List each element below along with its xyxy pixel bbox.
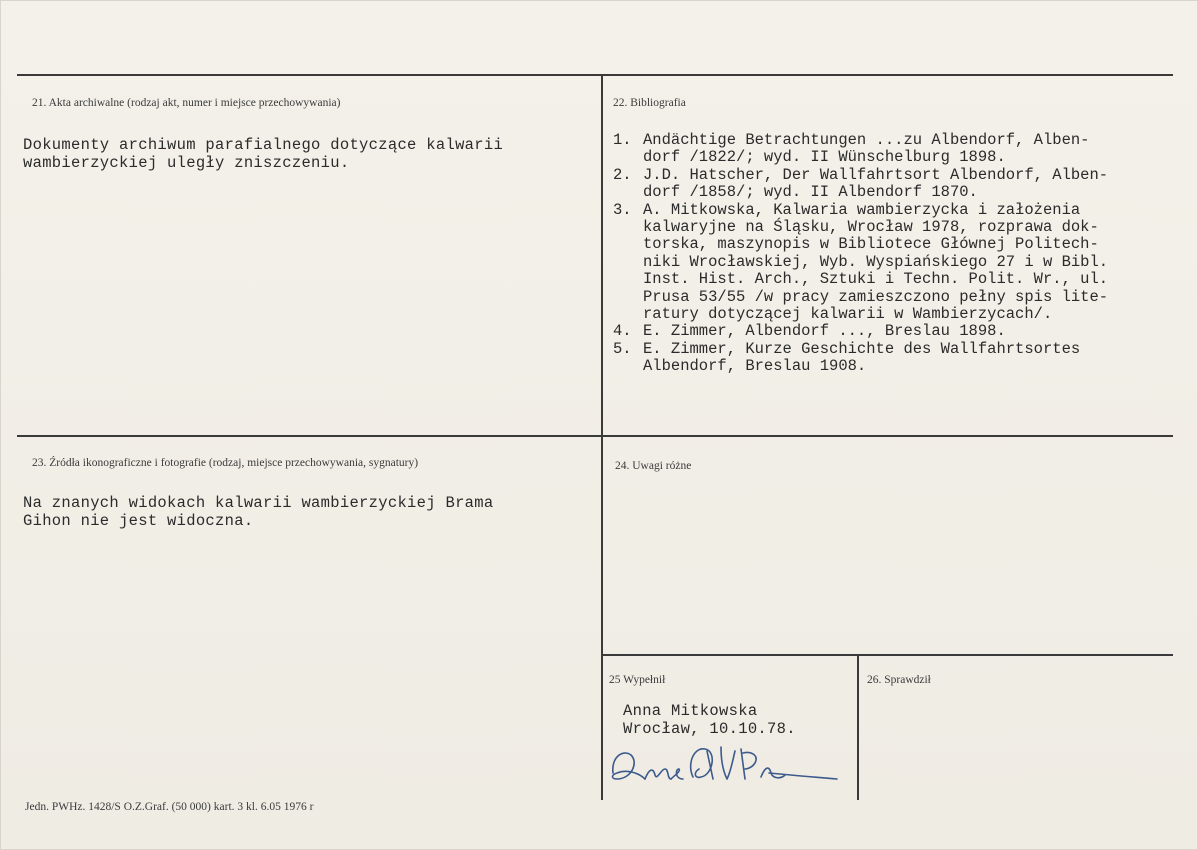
bibliography-item <box>613 132 1108 167</box>
iconographic-sources-text: Na znanych widokach kalwarii wambierzyckiej Brama Gihon nie jest widoczna. <box>23 494 494 530</box>
filled-by-label: 25 Wypełnił <box>609 674 666 686</box>
bibliography-item-text: J.D. Hatscher, Der Wallfahrtsort Albendorf, Alben- dorf /1858/; wyd. II Albendorf 1870. <box>643 165 1109 202</box>
archival-records-text: Dokumenty archiwum parafialnego dotyczące kalwarii wambierzyckiej uległy zniszczeniu. <box>23 136 504 172</box>
print-footer: Jedn. PWHz. 1428/S O.Z.Graf. (50 000) kart. 3 kl. 6.05 1976 r <box>25 801 314 813</box>
filled-by-name: Anna Mitkowska <box>623 702 758 720</box>
bibliography-item <box>613 341 1108 376</box>
bibliography-item-number: 4. <box>613 322 632 341</box>
bibliography-item-text: A. Mitkowska, Kalwaria wambierzycka i założenia kalwaryjne na Śląsku, Wrocław 1978, rozprawa dok- torska, maszynopis w Bibliotece Głównej Politech- niki Wrocławskiej, Wyb. Wyspiańskiego 27 i w Bibl. Inst. Hist. Arch., Sztuki i Techn. Polit. Wr., ul. Prusa 53/55 /w pracy zamieszczono pełny spis lite- ratury dotyczącej kalwarii w Wambierzycach/. <box>643 200 1109 324</box>
bibliography-item-text: E. Zimmer, Kurze Geschichte des Wallfahrtsortes Albendorf, Breslau 1908. <box>643 339 1081 376</box>
bibliography-item <box>613 323 1108 340</box>
bibliography-item <box>613 167 1108 202</box>
bibliography-label: 22. Bibliografia <box>613 97 686 109</box>
checked-by-label: 26. Sprawdził <box>867 674 931 686</box>
bibliography-item-number: 1. <box>613 131 632 149</box>
archival-records-label: 21. Akta archiwalne (rodzaj akt, numer i miejsce przechowywania) <box>32 97 341 109</box>
bibliography-item-number: 3. <box>613 200 632 219</box>
iconographic-sources-label: 23. Źródła ikonograficzne i fotografie (rodzaj, miejsce przechowywania, sygnatury) <box>32 457 419 469</box>
bibliography-item-text: Andächtige Betrachtungen ...zu Albendorf, Alben- dorf /1822/; wyd. II Wünschelburg 1898. <box>643 131 1090 167</box>
bibliography-list <box>613 132 1108 376</box>
bibliography-item <box>613 202 1108 324</box>
handwritten-signature <box>609 739 841 791</box>
middle-rule <box>17 435 1173 437</box>
bibliography-item-number: 5. <box>613 339 632 358</box>
bibliography-item-text: E. Zimmer, Albendorf ..., Breslau 1898. <box>643 322 1006 341</box>
signature-rule <box>602 654 1173 656</box>
bibliography-item-number: 2. <box>613 165 632 184</box>
top-rule <box>17 74 1173 76</box>
filled-by-place-date: Wrocław, 10.10.78. <box>623 720 796 738</box>
center-divider <box>601 74 603 800</box>
signature-divider <box>857 654 859 800</box>
remarks-label: 24. Uwagi różne <box>615 460 692 472</box>
